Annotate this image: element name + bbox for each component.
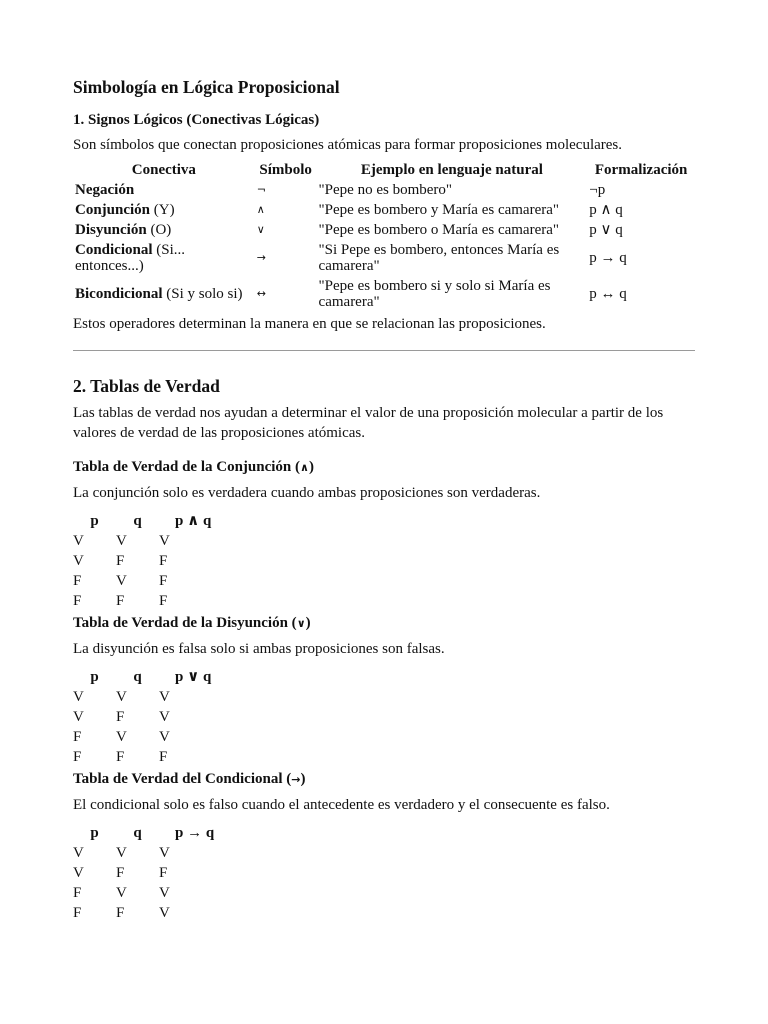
page-title: Simbología en Lógica Proposicional — [73, 77, 340, 97]
truth-table-header-row — [73, 511, 245, 531]
header-result: p ∧ q — [175, 513, 212, 529]
symbol-cell: → — [256, 251, 266, 264]
cell-q: F — [116, 709, 125, 725]
connective-note: (Si... entonces...) — [75, 242, 186, 274]
connectives-header-row — [73, 160, 695, 180]
header-symbol: Símbolo — [259, 162, 312, 178]
connective-note: (Si y solo si) — [162, 286, 243, 302]
connective-cell — [73, 220, 255, 240]
header-p: p — [90, 513, 99, 529]
connective-cell — [73, 180, 255, 200]
cell-result: V — [159, 709, 170, 725]
cell-q: F — [116, 553, 125, 569]
truth-table-block-disjunction — [73, 613, 695, 767]
cell-p: V — [73, 689, 84, 705]
cell-result: V — [159, 533, 170, 549]
example-cell: "Pepe es bombero si y solo si María es camarera" — [318, 278, 551, 310]
connective-cell — [73, 200, 255, 220]
operator-symbol: → — [291, 773, 301, 786]
header-example: Ejemplo en lenguaje natural — [360, 162, 543, 178]
table-row — [73, 591, 245, 611]
connective-cell — [73, 240, 255, 276]
cell-q: V — [116, 573, 127, 589]
table-row — [73, 551, 245, 571]
cell-result: V — [159, 689, 170, 705]
truth-table-title: Tabla de Verdad del Condicional (→) — [73, 771, 306, 787]
section1-outro: Estos operadores determinan la manera en que se relacionan las proposiciones. — [73, 316, 546, 332]
operator-symbol: ∨ — [296, 617, 306, 630]
table-row — [73, 571, 245, 591]
formal-cell: ¬p — [589, 182, 606, 198]
section2-intro: Las tablas de verdad nos ayudan a determinar el valor de una proposición molecular a partir de los valores de verdad de las proposiciones atómicas. — [73, 405, 664, 441]
cell-result: V — [159, 885, 170, 901]
truth-table-title: Tabla de Verdad de la Conjunción (∧) — [73, 459, 314, 475]
connective-name: Condicional — [75, 242, 153, 258]
cell-p: F — [73, 885, 82, 901]
example-cell: "Pepe es bombero o María es camarera" — [318, 222, 560, 238]
cell-q: F — [116, 593, 125, 609]
connective-name: Negación — [75, 182, 135, 198]
cell-p: F — [73, 729, 82, 745]
truth-table-block-conjunction — [73, 457, 695, 611]
connective-name: Bicondicional — [75, 286, 163, 302]
truth-table-conditional — [73, 823, 245, 923]
cell-p: V — [73, 533, 84, 549]
section-divider — [73, 350, 695, 351]
header-connective: Conectiva — [131, 162, 196, 178]
header-p: p — [90, 825, 99, 841]
formal-cell: p ∧ q — [589, 202, 623, 218]
truth-table-description: La disyunción es falsa solo si ambas proposiciones son falsas. — [73, 641, 445, 657]
table-row — [73, 883, 245, 903]
cell-q: V — [116, 885, 127, 901]
table-row — [73, 727, 245, 747]
cell-result: V — [159, 845, 170, 861]
cell-q: V — [116, 533, 127, 549]
table-row — [73, 531, 245, 551]
table-row — [73, 843, 245, 863]
truth-table-description: La conjunción solo es verdadera cuando ambas proposiciones son verdaderas. — [73, 485, 541, 501]
table-row — [73, 747, 245, 767]
truth-table-disjunction — [73, 667, 245, 767]
cell-result: V — [159, 729, 170, 745]
cell-result: V — [159, 905, 170, 921]
formal-cell: p ↔ q — [589, 286, 627, 302]
cell-p: F — [73, 905, 82, 921]
truth-table-header-row — [73, 823, 245, 843]
cell-p: F — [73, 573, 82, 589]
cell-result: F — [159, 593, 168, 609]
table-row — [73, 200, 695, 220]
truth-table-description: El condicional solo es falso cuando el antecedente es verdadero y el consecuente es falso. — [73, 797, 610, 813]
truth-table-block-conditional — [73, 769, 695, 923]
symbol-cell: ↔ — [256, 287, 266, 300]
cell-q: F — [116, 905, 125, 921]
table-row — [73, 863, 245, 883]
cell-result: F — [159, 573, 168, 589]
cell-q: V — [116, 729, 127, 745]
cell-result: F — [159, 865, 168, 881]
table-row — [73, 276, 695, 312]
table-row — [73, 687, 245, 707]
cell-q: V — [116, 845, 127, 861]
symbol-cell: ∨ — [256, 223, 265, 236]
example-cell: "Pepe no es bombero" — [318, 182, 453, 198]
symbol-cell: ∧ — [256, 203, 265, 216]
header-q: q — [133, 513, 142, 529]
connective-note: (O) — [146, 222, 172, 238]
section1-intro: Son símbolos que conectan proposiciones atómicas para formar proposiciones moleculares. — [73, 137, 623, 153]
cell-p: F — [73, 593, 82, 609]
formal-cell: p → q — [589, 250, 627, 266]
example-cell: "Si Pepe es bombero, entonces María es camarera" — [318, 242, 560, 274]
cell-q: V — [116, 689, 127, 705]
connectives-table — [73, 160, 695, 312]
connective-cell — [73, 276, 255, 312]
connective-note: (Y) — [150, 202, 175, 218]
table-row — [73, 707, 245, 727]
header-formalization: Formalización — [594, 162, 688, 178]
operator-symbol: ∧ — [300, 461, 309, 474]
section2-heading: 2. Tablas de Verdad — [73, 376, 220, 396]
table-row — [73, 220, 695, 240]
cell-p: V — [73, 709, 84, 725]
connective-name: Conjunción — [75, 202, 151, 218]
header-result: p → q — [175, 825, 215, 841]
cell-q: F — [116, 865, 125, 881]
header-p: p — [90, 669, 99, 685]
formal-cell: p ∨ q — [589, 222, 623, 238]
table-row — [73, 180, 695, 200]
cell-result: F — [159, 553, 168, 569]
symbol-cell: ¬ — [256, 183, 266, 196]
table-row — [73, 903, 245, 923]
header-q: q — [133, 669, 142, 685]
cell-p: V — [73, 845, 84, 861]
example-cell: "Pepe es bombero y María es camarera" — [318, 202, 560, 218]
header-result: p ∨ q — [175, 669, 212, 685]
table-row — [73, 240, 695, 276]
truth-table-title: Tabla de Verdad de la Disyunción (∨) — [73, 615, 311, 631]
connective-name: Disyunción — [75, 222, 147, 238]
cell-p: V — [73, 553, 84, 569]
cell-p: V — [73, 865, 84, 881]
section1-heading: 1. Signos Lógicos (Conectivas Lógicas) — [73, 112, 320, 128]
cell-q: F — [116, 749, 125, 765]
cell-p: F — [73, 749, 82, 765]
truth-table-header-row — [73, 667, 245, 687]
truth-table-conjunction — [73, 511, 245, 611]
header-q: q — [133, 825, 142, 841]
cell-result: F — [159, 749, 168, 765]
